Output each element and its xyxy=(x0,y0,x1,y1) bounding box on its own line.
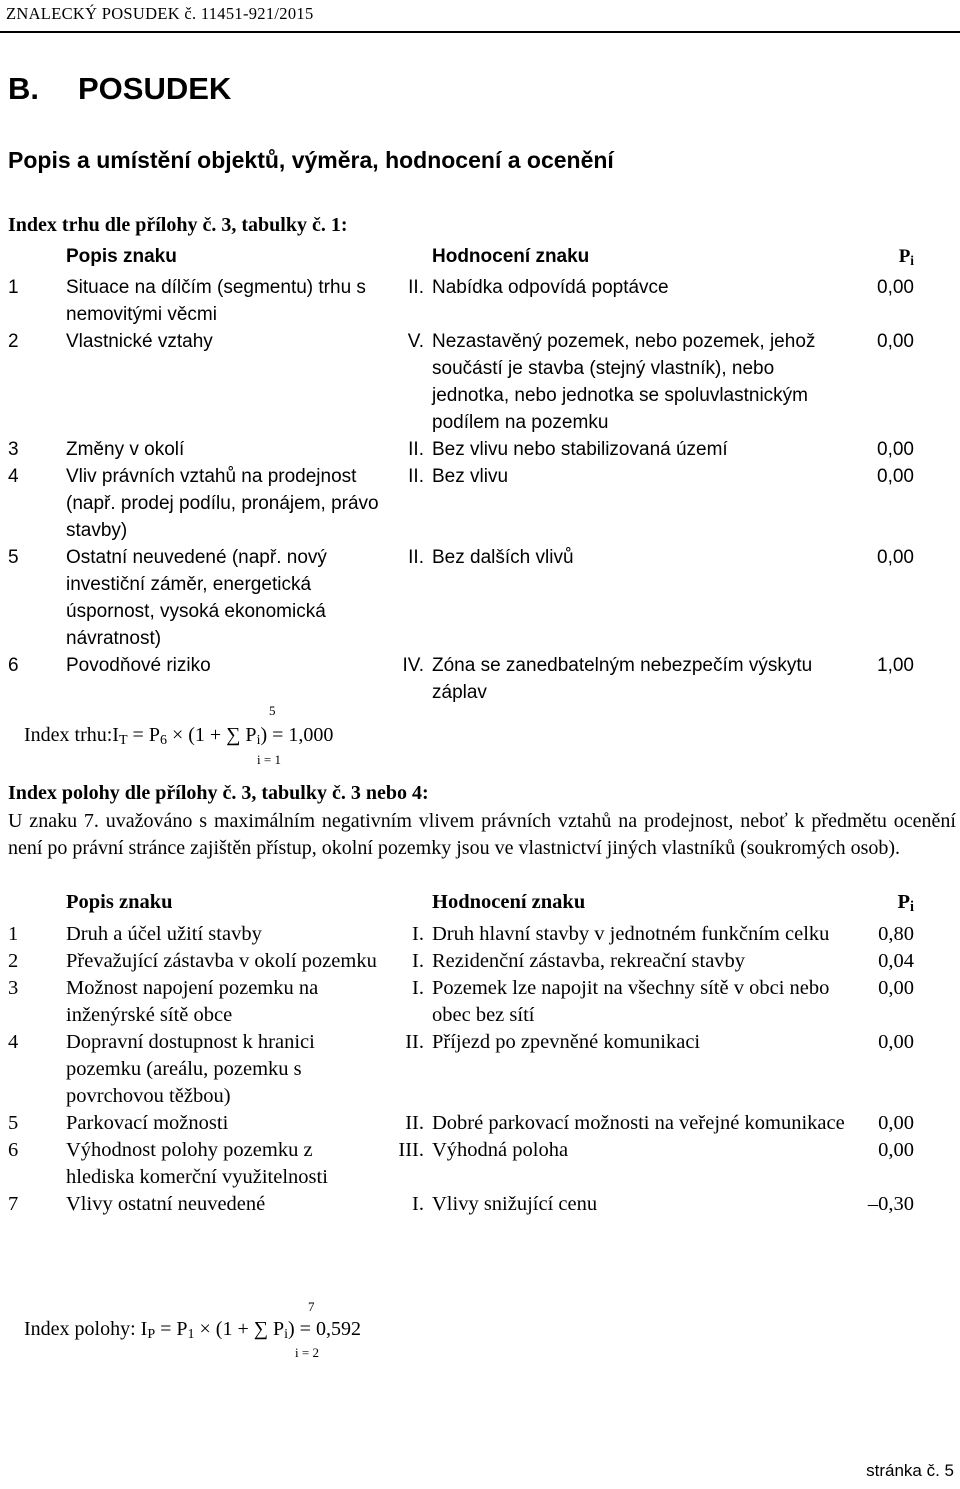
row-number: 5 xyxy=(8,1112,19,1134)
row-number: 4 xyxy=(8,1031,19,1053)
document-header: ZNALECKÝ POSUDEK č. 11451-921/2015 xyxy=(6,4,314,23)
row-description: Pozemek lze napojit na všechny sítě v obci nebo obec bez sítí xyxy=(432,977,830,1026)
row-level: II. xyxy=(408,466,424,487)
row-value: 0,80 xyxy=(878,923,914,945)
row-name: Možnost napojení pozemku na inženýrské sítě obce xyxy=(66,977,319,1026)
row-description: Nabídka odpovídá poptávce xyxy=(432,277,669,298)
row-description: Dobré parkovací možnosti na veřejné komunikace xyxy=(432,1112,845,1134)
row-name: Vlivy ostatní neuvedené xyxy=(66,1193,266,1215)
row-value: 0,00 xyxy=(877,466,914,487)
table-row xyxy=(8,1191,914,1218)
col-rating-header: Hodnocení znaku xyxy=(432,891,586,913)
row-name: Vlastnické vztahy xyxy=(66,331,213,352)
row-value: 0,00 xyxy=(878,977,914,999)
row-number: 3 xyxy=(8,977,19,999)
col-name-header: Popis znaku xyxy=(66,891,173,913)
row-name: Situace na dílčím (segmentu) trhu s nemovitými věcmi xyxy=(66,277,366,325)
row-level: I. xyxy=(412,950,424,972)
row-number: 4 xyxy=(8,466,19,487)
table-header-row xyxy=(8,889,914,921)
header-rule xyxy=(0,31,960,33)
table-row xyxy=(8,948,914,975)
table-row xyxy=(8,328,914,436)
row-number: 1 xyxy=(8,923,19,945)
sum-lower-limit: i = 1 xyxy=(257,752,281,767)
table-row xyxy=(8,652,914,706)
location-index-table xyxy=(8,889,914,1218)
row-level: I. xyxy=(412,977,424,999)
row-value: 0,00 xyxy=(877,439,914,460)
row-value: 0,04 xyxy=(878,950,914,972)
row-description: Nezastavěný pozemek, nebo pozemek, jehož součástí je stavba (stejný vlastník), nebo jednotka, nebo jednotka se spoluvlastnickým podílem na pozemku xyxy=(432,331,816,433)
table-header-row xyxy=(8,243,914,274)
row-number: 6 xyxy=(8,655,19,676)
row-name: Ostatní neuvedené (např. nový investiční záměr, energetická úspornost, vysoká ekonomická návratnost) xyxy=(66,547,327,649)
row-number: 6 xyxy=(8,1139,19,1161)
col-value-header: $P_i$ xyxy=(897,891,914,915)
table-row xyxy=(8,921,914,948)
table-row xyxy=(8,544,914,652)
section-title: POSUDEK xyxy=(78,71,232,106)
row-level: II. xyxy=(405,1031,424,1053)
market-index-table xyxy=(8,243,914,706)
col-name-header: Popis znaku xyxy=(66,246,177,267)
row-description: Příjezd po zpevněné komunikaci xyxy=(432,1031,701,1053)
location-index-formula: Index polohy: $I_P = P_1 \times (1$ + ∑ $P_i) = 0,592$ xyxy=(24,1318,361,1342)
row-level: II. xyxy=(408,277,424,298)
row-name: Parkovací možnosti xyxy=(66,1112,229,1134)
row-description: Druh hlavní stavby v jednotném funkčním celku xyxy=(432,923,830,945)
sum-upper-limit: 7 xyxy=(308,1299,315,1314)
row-level: II. xyxy=(408,547,424,568)
row-value: 0,00 xyxy=(878,1031,914,1053)
row-value: –0,30 xyxy=(867,1193,914,1215)
row-level: I. xyxy=(412,923,424,945)
row-level: I. xyxy=(412,1193,424,1215)
row-number: 5 xyxy=(8,547,19,568)
table-row xyxy=(8,1137,914,1191)
row-description: Bez vlivu xyxy=(432,466,509,487)
row-number: 7 xyxy=(8,1193,19,1215)
table-row xyxy=(8,436,914,463)
col-value-header: $P_i$ xyxy=(898,246,914,268)
table-row xyxy=(8,975,914,1029)
row-level: III. xyxy=(398,1139,424,1161)
section-letter: B. xyxy=(8,71,39,106)
row-number: 2 xyxy=(8,331,19,352)
subtitle: Popis a umístění objektů, výměra, hodnocení a ocenění xyxy=(8,147,614,173)
col-rating-header: Hodnocení znaku xyxy=(432,246,590,267)
market-index-title: Index trhu dle přílohy č. 3, tabulky č. 1: xyxy=(8,214,348,236)
row-description: Bez dalších vlivů xyxy=(432,547,574,568)
row-description: Zóna se zanedbatelným nebezpečím výskytu záplav xyxy=(432,655,813,703)
row-value: 0,00 xyxy=(877,331,914,352)
row-name: Dopravní dostupnost k hranici pozemku (areálu, pozemku s povrchovou těžbou) xyxy=(66,1031,315,1107)
row-name: Převažující zástavba v okolí pozemku xyxy=(66,950,377,972)
page-number: stránka č. 5 xyxy=(866,1461,954,1480)
location-index-note: U znaku 7. uvažováno s maximálním negativním vlivem právních vztahů na prodejnost, neboť k předmětu ocenění není po právní stránce zajištěn přístup, okolní pozemky jsou ve vlastnictví jiných vlastníků (soukromých osob). xyxy=(8,810,956,859)
location-index-title: Index polohy dle přílohy č. 3, tabulky č. 3 nebo 4: xyxy=(8,782,429,804)
row-value: 0,00 xyxy=(878,1139,914,1161)
row-name: Povodňové riziko xyxy=(66,655,211,676)
row-value: 0,00 xyxy=(877,547,914,568)
row-description: Rezidenční zástavba, rekreační stavby xyxy=(432,950,746,972)
row-value: 0,00 xyxy=(877,277,914,298)
row-level: II. xyxy=(405,1112,424,1134)
row-number: 2 xyxy=(8,950,19,972)
row-description: Výhodná poloha xyxy=(432,1139,569,1161)
row-description: Vlivy snižující cenu xyxy=(432,1193,598,1215)
row-name: Druh a účel užití stavby xyxy=(66,923,262,945)
row-number: 1 xyxy=(8,277,19,298)
sum-lower-limit: i = 2 xyxy=(295,1345,319,1360)
sum-upper-limit: 5 xyxy=(269,703,276,718)
table-row xyxy=(8,1110,914,1137)
row-level: IV. xyxy=(402,655,424,676)
row-value: 0,00 xyxy=(878,1112,914,1134)
table-row xyxy=(8,463,914,544)
row-value: 1,00 xyxy=(877,655,914,676)
row-name: Výhodnost polohy pozemku z hlediska komerční využitelnosti xyxy=(66,1139,328,1188)
market-index-formula: Index $trhu:I_T = P_6 \times (1$ + ∑ $P_i) = 1,000$ xyxy=(24,724,334,748)
table-row xyxy=(8,1029,914,1110)
table-row xyxy=(8,274,914,328)
row-description: Bez vlivu nebo stabilizovaná území xyxy=(432,439,728,460)
row-name: Vliv právních vztahů na prodejnost (např. prodej podílu, pronájem, právo stavby) xyxy=(66,466,379,541)
section-heading xyxy=(8,71,231,107)
row-name: Změny v okolí xyxy=(66,439,185,460)
row-level: V. xyxy=(407,331,424,352)
row-number: 3 xyxy=(8,439,19,460)
row-level: II. xyxy=(408,439,424,460)
